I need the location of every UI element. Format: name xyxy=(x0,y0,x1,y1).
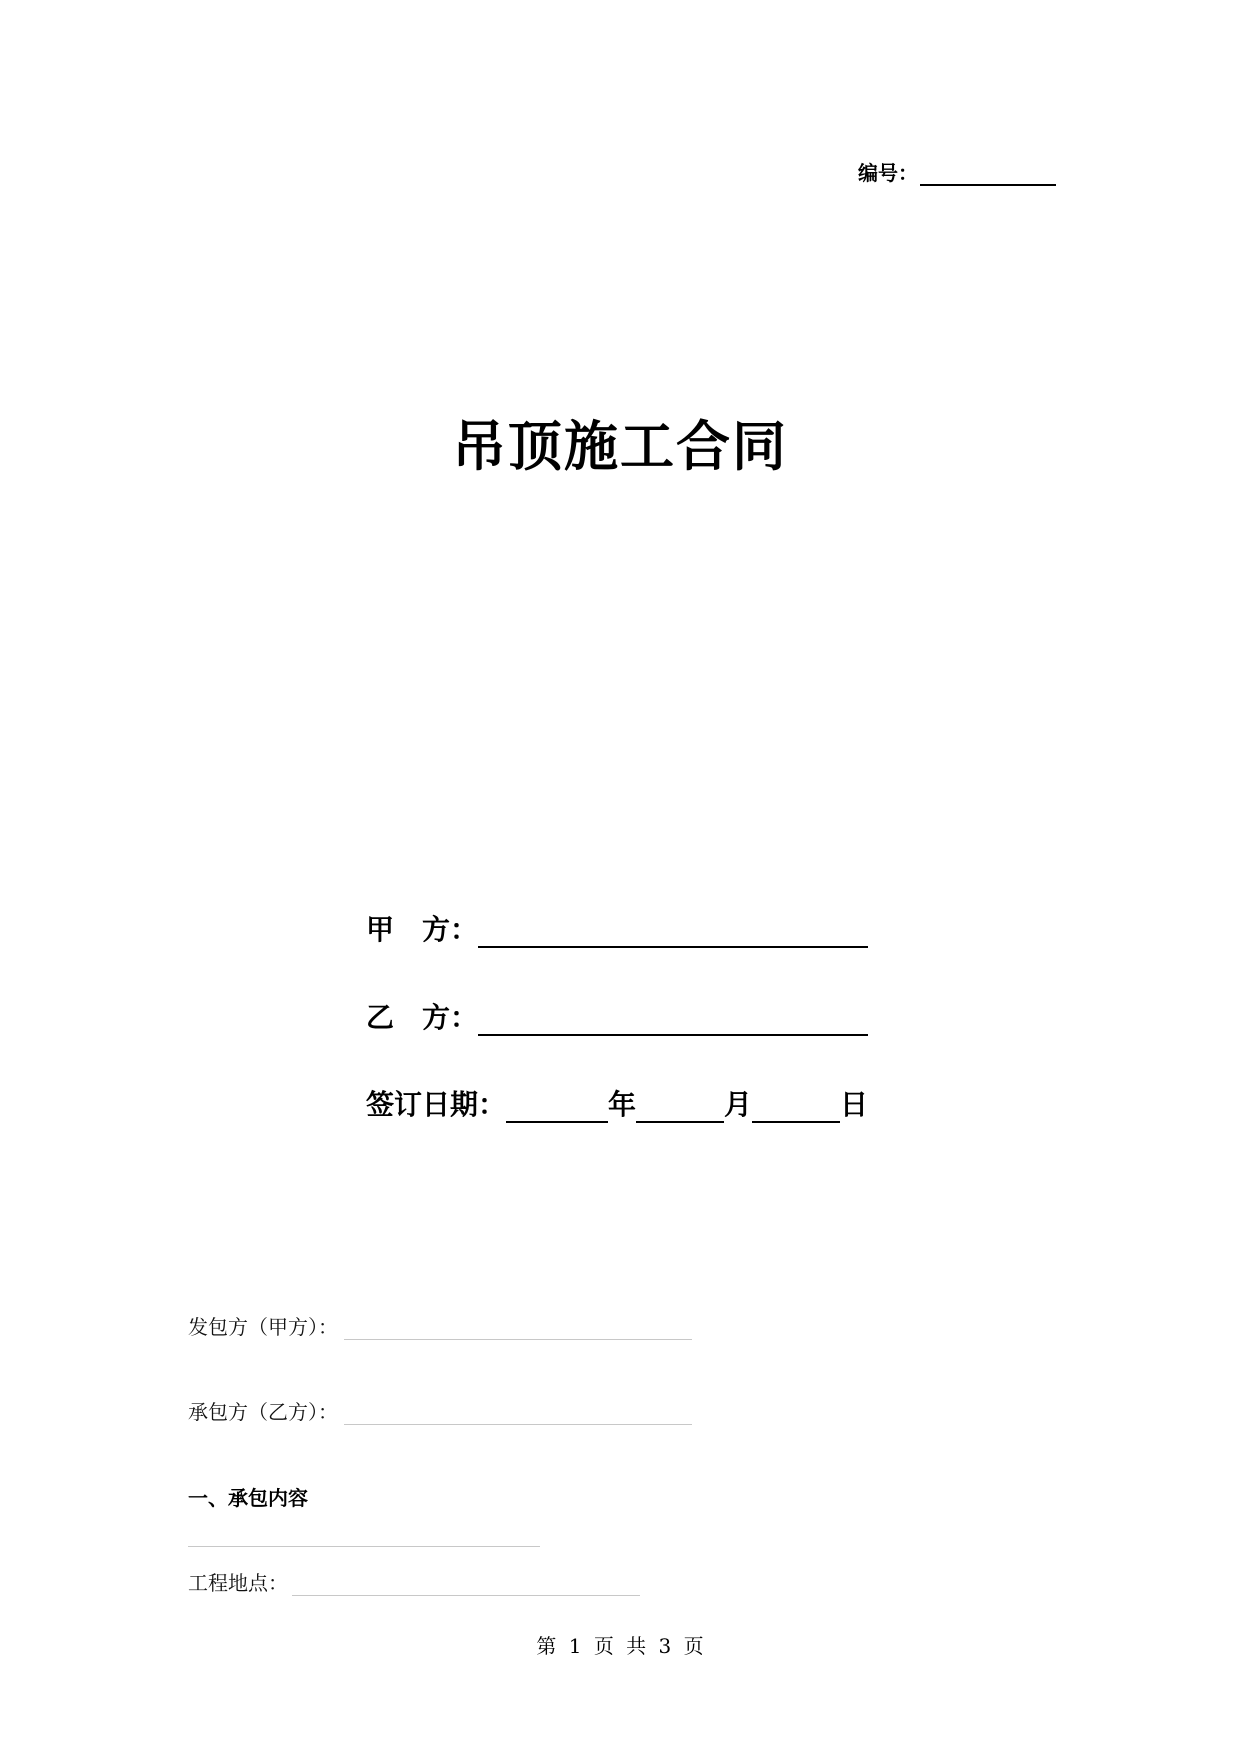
party-a-label-suffix: 方： xyxy=(422,913,479,946)
year-blank xyxy=(506,1091,608,1123)
party-b-blank xyxy=(478,1004,868,1036)
party-b-label-char: 乙 xyxy=(366,1001,395,1034)
month-blank xyxy=(636,1091,724,1123)
contractor-blank xyxy=(344,1404,692,1425)
contractor-label: 承包方（乙方）： xyxy=(188,1400,338,1424)
document-number xyxy=(858,158,1056,186)
document-title: 吊顶施工合同 xyxy=(452,415,788,478)
project-site-label: 工程地点： xyxy=(188,1571,288,1595)
month-label: 月 xyxy=(724,1088,753,1121)
party-a-blank xyxy=(478,916,868,948)
project-site-blank xyxy=(292,1575,640,1596)
party-b-row xyxy=(366,996,868,1036)
day-blank xyxy=(752,1091,840,1123)
year-label: 年 xyxy=(608,1088,637,1121)
signing-date-label: 签订日期： xyxy=(366,1088,507,1121)
employer-blank xyxy=(344,1319,692,1340)
party-b-label-suffix: 方： xyxy=(422,1001,479,1034)
section-heading-1: 一、承包内容 xyxy=(188,1486,308,1510)
signing-date-row xyxy=(366,1083,868,1123)
contract-content-blank xyxy=(188,1546,540,1547)
contractor-row xyxy=(188,1395,692,1425)
document-number-blank xyxy=(920,164,1056,186)
employer-row xyxy=(188,1310,692,1340)
page-footer: 第 1 页 共 3 页 xyxy=(536,1634,704,1658)
party-a-label-char: 甲 xyxy=(366,913,395,946)
document-number-label: 编号： xyxy=(858,161,918,185)
project-site-row xyxy=(188,1566,640,1596)
day-label: 日 xyxy=(840,1088,869,1121)
employer-label: 发包方（甲方）： xyxy=(188,1315,338,1339)
party-a-row xyxy=(366,908,868,948)
